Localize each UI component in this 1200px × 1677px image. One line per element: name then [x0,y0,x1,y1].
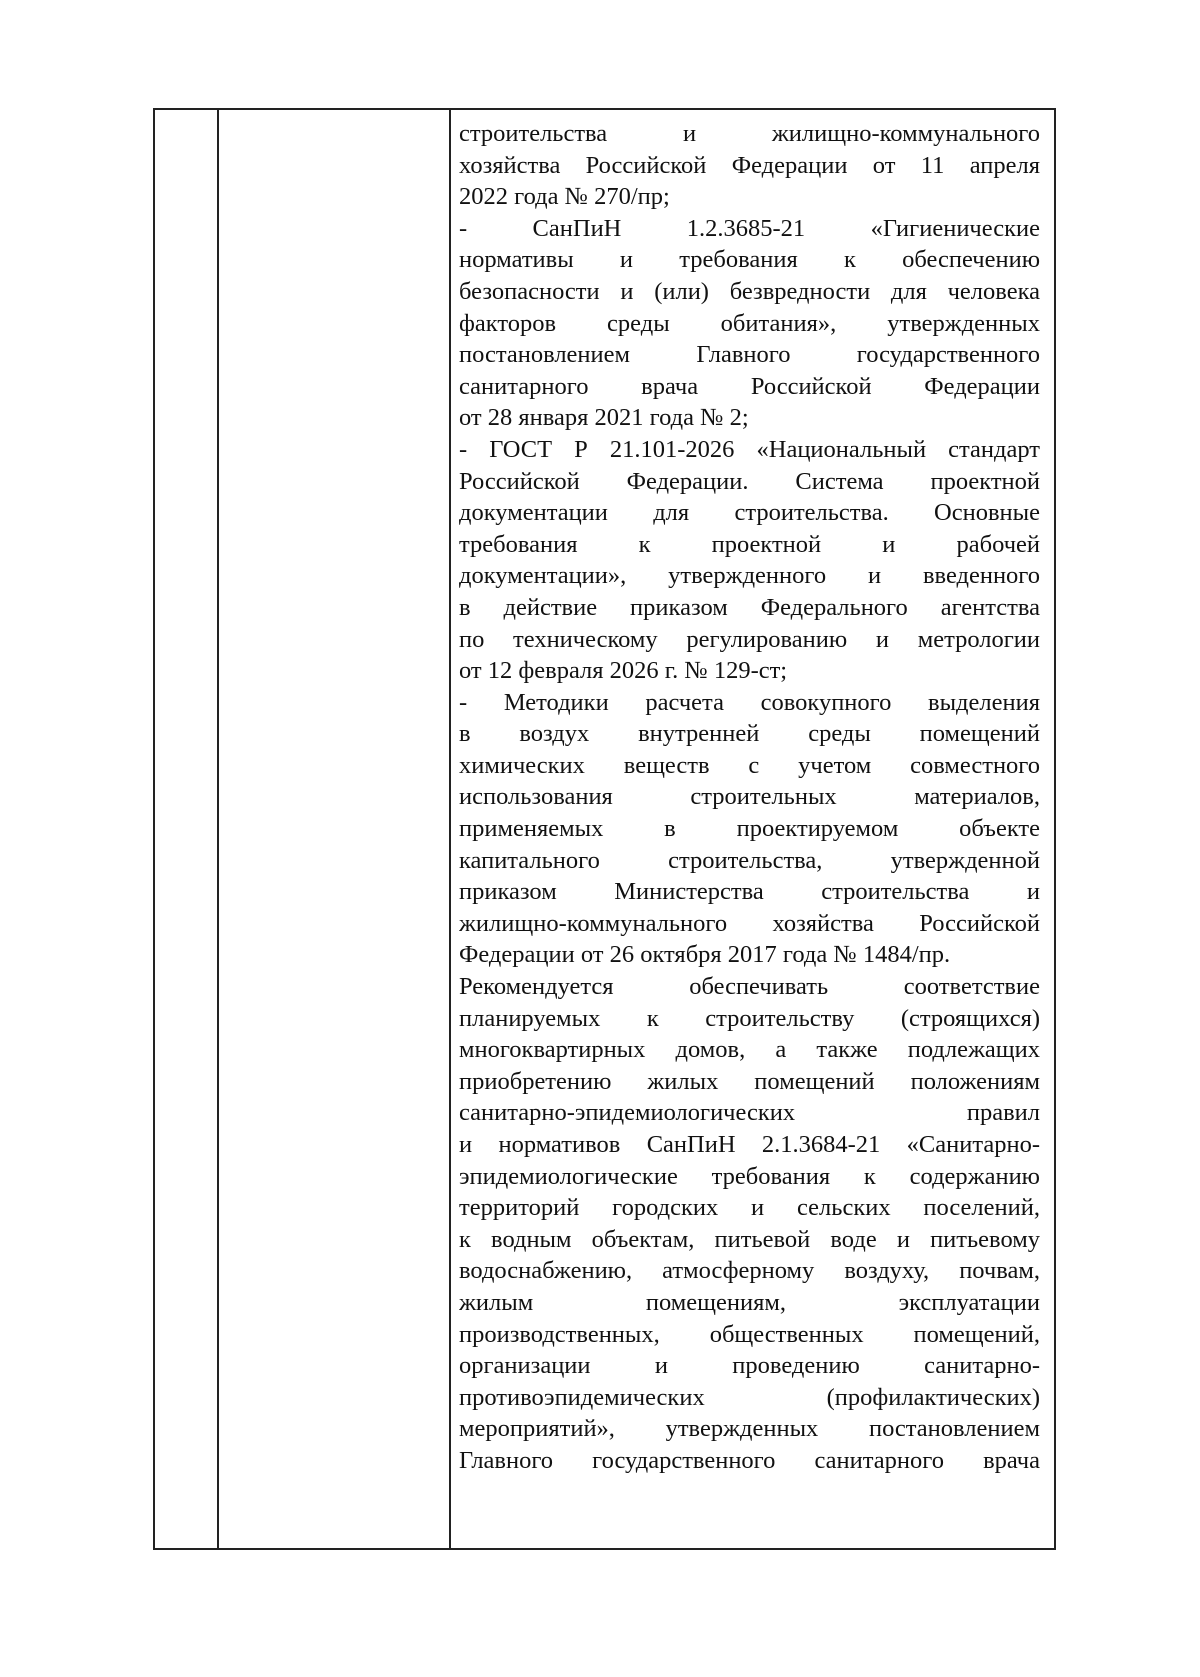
text-line: 2022 года № 270/пр; [459,183,670,211]
table-row [154,109,1055,1549]
text-line: Российской Федерации. Система проектной [459,467,1040,495]
text-line: хозяйства Российской Федерации от 11 апреля [459,151,1040,179]
text-line: применяемых в проектируемом объекте [459,815,1040,843]
text-line: эпидемиологические требования к содержанию [459,1162,1040,1190]
text-line: факторов среды обитания», утвержденных [459,309,1040,337]
text-line: документации», утвержденного и введенного [459,562,1040,590]
text-line: использования строительных материалов, [459,783,1040,811]
text-line: капитального строительства, утвержденной [459,846,1040,874]
text-line: мероприятий», утвержденных постановлением [459,1415,1040,1443]
text-line: Рекомендуется обеспечивать соответствие [459,973,1040,1001]
text-line: безопасности и (или) безвредности для человека [459,277,1040,305]
text-line: требования к проектной и рабочей [459,530,1040,558]
text-line: производственных, общественных помещений, [459,1320,1040,1348]
text-line: санитарно-эпидемиологических правил [459,1099,1040,1127]
text-line: по техническому регулированию и метрологии [459,625,1040,653]
text-line: в действие приказом Федерального агентства [459,593,1040,621]
text-line: нормативы и требования к обеспечению [459,246,1040,274]
document-table [153,108,1056,1550]
text-line: Федерации от 26 октября 2017 года № 1484/пр. [459,941,951,969]
text-line: организации и проведению санитарно- [459,1352,1040,1380]
text-line: противоэпидемических (профилактических) [459,1383,1040,1411]
text-line: документации для строительства. Основные [459,499,1040,527]
text-line: химических веществ с учетом совместного [459,751,1040,779]
text-line: - ГОСТ Р 21.101-2026 «Национальный стандарт [459,435,1040,463]
text-line: водоснабжению, атмосферному воздуху, почвам, [459,1257,1040,1285]
text-line: планируемых к строительству (строящихся) [459,1004,1040,1032]
text-line: приказом Министерства строительства и [459,878,1040,906]
text-line: - Методики расчета совокупного выделения [459,688,1040,716]
text-line: многоквартирных домов, а также подлежащих [459,1036,1040,1064]
text-line: и нормативов СанПиН 2.1.3684-21 «Санитарно- [459,1131,1040,1158]
text-line: постановлением Главного государственного [459,341,1040,369]
text-line: Главного государственного санитарного врача [459,1446,1040,1474]
text-line: приобретению жилых помещений положениям [459,1067,1040,1095]
row-text-cell [450,109,1055,1549]
text-body [451,110,1054,1477]
text-line: санитарного врача Российской Федерации [459,372,1040,400]
text-line: от 28 января 2021 года № 2; [459,404,749,432]
text-line: - СанПиН 1.2.3685-21 «Гигиенические [459,214,1040,242]
text-line: в воздух внутренней среды помещений [459,720,1040,748]
row-name-cell [218,109,450,1549]
text-line: к водным объектам, питьевой воде и питьевому [459,1225,1040,1253]
text-line: территорий городских и сельских поселений, [459,1194,1040,1222]
text-line: жилым помещениям, эксплуатации [459,1288,1040,1316]
row-number-cell [154,109,218,1549]
text-line: строительства и жилищно-коммунального [459,120,1040,147]
text-line: от 12 февраля 2026 г. № 129-ст; [459,657,788,685]
text-line: жилищно-коммунального хозяйства Российской [459,909,1040,937]
